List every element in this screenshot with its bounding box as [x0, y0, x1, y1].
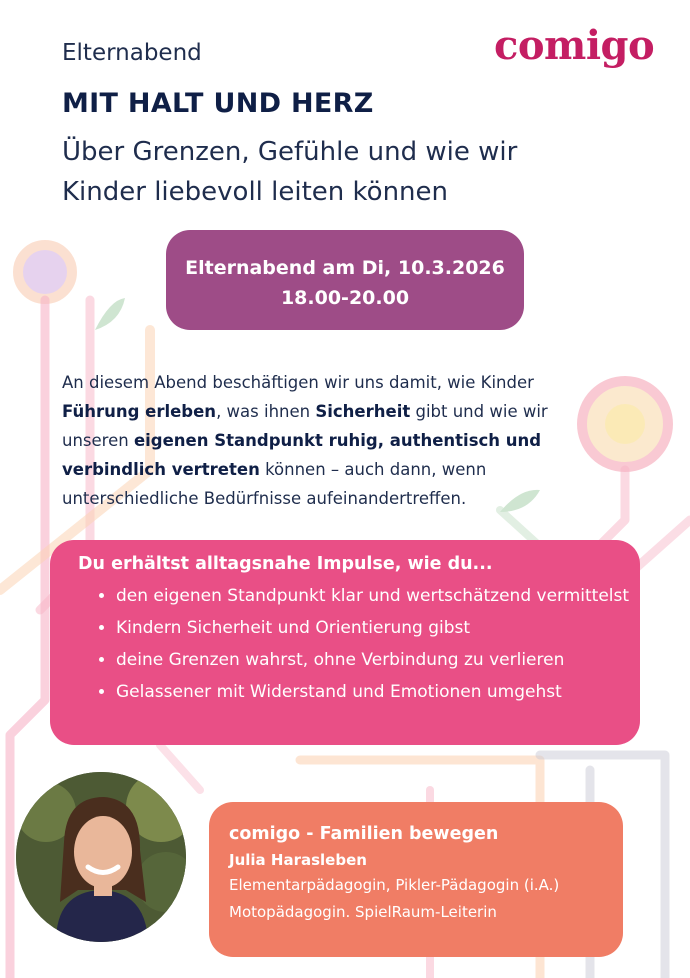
page-title: MIT HALT UND HERZ: [62, 88, 374, 119]
impulse-item: • deine Grenzen wahrst, ohne Verbindung zu verlieren: [116, 644, 640, 676]
subtitle-line-1: Über Grenzen, Gefühle und wie wir: [62, 137, 518, 167]
event-date: Elternabend am Di, 10.3.2026: [185, 257, 505, 279]
intro-line: [62, 455, 622, 484]
intro-line: [62, 484, 622, 513]
page-subtitle: [62, 132, 517, 212]
intro-text-span: gibt und wie wir: [410, 402, 548, 421]
event-time: 18.00-20.00: [280, 287, 410, 309]
speaker-photo-illustration: [16, 772, 186, 942]
intro-line: [62, 397, 622, 426]
intro-text-span: unterschiedliche Bedürfnisse aufeinandertreffen.: [62, 489, 467, 508]
intro-text-span: unseren: [62, 431, 134, 450]
comigo-logo: comigo: [494, 22, 655, 69]
subtitle-line-2: Kinder liebevoll leiten können: [62, 177, 449, 207]
speaker-bio-box: [209, 802, 623, 957]
speaker-role-2: Motopädagogin. SpielRaum-Leiterin: [229, 903, 497, 921]
speaker-name: Julia Harasleben: [229, 851, 367, 869]
intro-bold: Führung erleben: [62, 402, 217, 421]
intro-text-span: , was ihnen: [216, 402, 316, 421]
speaker-org: comigo - Familien bewegen: [229, 824, 499, 844]
intro-line: [62, 426, 622, 455]
event-date-box: [166, 230, 524, 330]
impulse-box: [50, 540, 640, 745]
impulse-item: • Gelassener mit Widerstand und Emotionen umgehst: [116, 676, 640, 708]
intro-line: [62, 368, 622, 397]
event-kicker: Elternabend: [62, 40, 202, 66]
impulse-item: • den eigenen Standpunkt klar und wertschätzend vermittelst: [116, 580, 640, 612]
speaker-photo: [16, 772, 186, 942]
speaker-role-1: Elementarpädagogin, Pikler-Pädagogin (i.A.): [229, 876, 560, 894]
impulse-item: • Kindern Sicherheit und Orientierung gibst: [116, 612, 640, 644]
impulse-list: [78, 580, 640, 708]
intro-text-span: können – auch dann, wenn: [259, 460, 487, 479]
intro-text: [62, 368, 622, 513]
intro-bold: eigenen Standpunkt ruhig, authentisch und: [133, 431, 542, 450]
intro-bold: verbindlich vertreten: [62, 460, 260, 479]
intro-text-span: An diesem Abend beschäftigen wir uns damit, wie Kinder: [62, 373, 534, 392]
intro-bold: Sicherheit: [315, 402, 411, 421]
impulse-heading: Du erhältst alltagsnahe Impulse, wie du...: [78, 554, 493, 574]
